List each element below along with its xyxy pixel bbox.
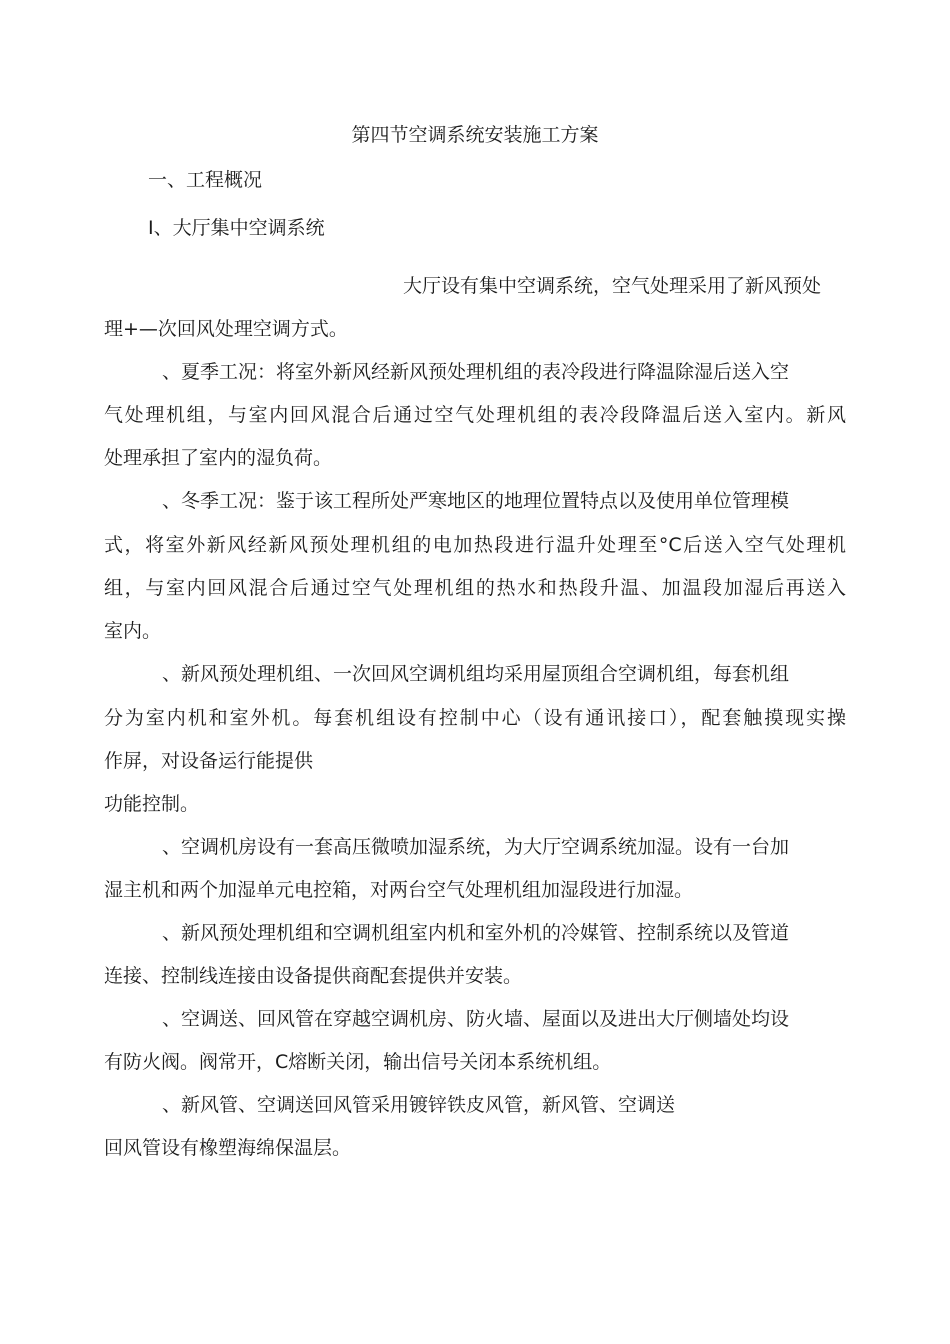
paragraph-humid-line-2: 湿主机和两个加湿单元电控箱，对两台空气处理机组加湿段进行加湿。 [104,879,694,901]
subsection-heading-hall-ac: I、大厅集中空调系统 [148,217,325,239]
paragraph-units-line-2: 分为室内机和室外机。每套机组设有控制中心（设有通讯接口），配套触摸现实操 [104,707,846,729]
paragraph-fire-line-2: 有防火阀。阀常开，C熔断关闭，输出信号关闭本系统机组。 [104,1051,612,1073]
paragraph-intro-line-1: 大厅设有集中空调系统，空气处理采用了新风预处 [403,275,822,297]
paragraph-pipes-line-2: 连接、控制线连接由设备提供商配套提供并安装。 [104,965,523,987]
paragraph-summer-line-1: 、夏季工况：将室外新风经新风预处理机组的表冷段进行降温除湿后送入空 [162,361,790,383]
paragraph-intro-line-2: 理+—次回风处理空调方式。 [104,318,348,340]
section-heading-overview: 一、工程概况 [148,169,263,191]
paragraph-ducts-line-1: 、新风管、空调送回风管采用镀锌铁皮风管，新风管、空调送 [162,1094,676,1116]
document-title: 第四节空调系统安装施工方案 [351,124,599,146]
paragraph-winter-line-1: 、冬季工况：鉴于该工程所处严寒地区的地理位置特点以及使用单位管理模 [162,490,790,512]
paragraph-summer-line-3: 处理承担了室内的湿负荷。 [104,447,333,469]
paragraph-winter-line-3: 组，与室内回风混合后通过空气处理机组的热水和热段升温、加温段加湿后再送入 [104,577,846,599]
paragraph-winter-line-2: 式，将室外新风经新风预处理机组的电加热段进行温升处理至°C后送入空气处理机 [104,534,846,556]
paragraph-summer-line-2: 气处理机组，与室内回风混合后通过空气处理机组的表冷段降温后送入室内。新风 [104,404,846,426]
paragraph-units-line-1: 、新风预处理机组、一次回风空调机组均采用屋顶组合空调机组，每套机组 [162,663,790,685]
paragraph-units-line-4: 功能控制。 [104,793,200,815]
paragraph-winter-line-4: 室内。 [104,620,162,642]
paragraph-pipes-line-1: 、新风预处理机组和空调机组室内机和室外机的冷媒管、控制系统以及管道 [162,922,790,944]
paragraph-units-line-3: 作屏，对设备运行能提供 [104,750,314,772]
paragraph-ducts-line-2: 回风管设有橡塑海绵保温层。 [104,1137,352,1159]
paragraph-humid-line-1: 、空调机房设有一套高压微喷加湿系统，为大厅空调系统加湿。设有一台加 [162,836,790,858]
paragraph-fire-line-1: 、空调送、回风管在穿越空调机房、防火墙、屋面以及进出大厅侧墙处均设 [162,1008,790,1030]
